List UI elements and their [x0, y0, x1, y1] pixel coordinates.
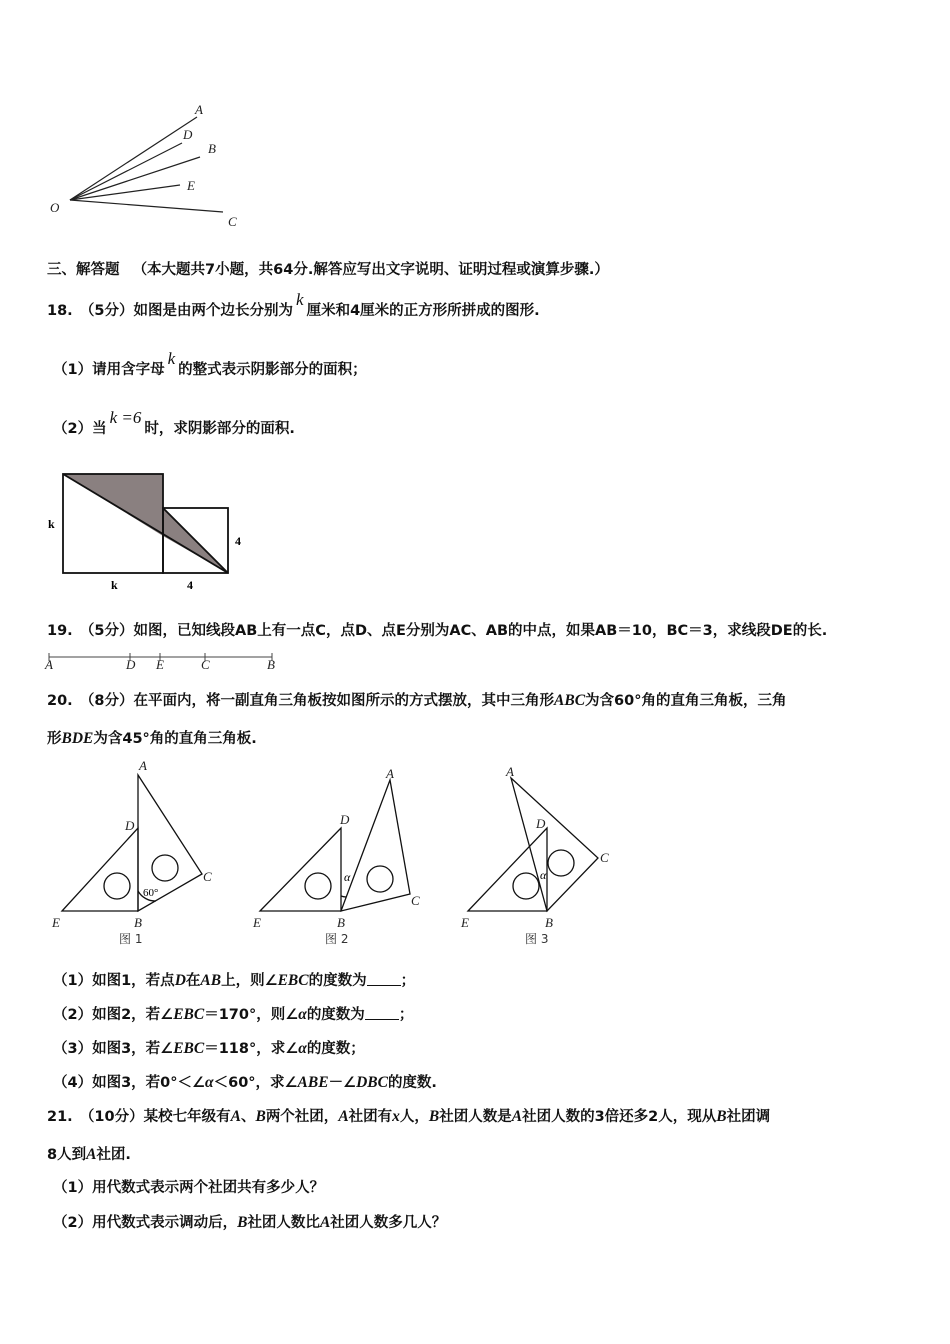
q21-s3: 两个社团， — [265, 1109, 339, 1125]
q18-part1 — [53, 349, 367, 378]
triangle-BDE — [62, 828, 138, 911]
q21-s2: 、 — [240, 1109, 256, 1125]
hole-right — [152, 855, 178, 881]
label-E: E — [187, 178, 195, 193]
ray-OB — [70, 157, 200, 200]
q18-p1-var-k: k — [167, 349, 176, 368]
alpha-arc — [341, 896, 346, 897]
seg-label-B: B — [267, 657, 275, 672]
q21-A4: A — [86, 1146, 97, 1163]
q18-p1-text-b: 的整式表示阴影部分的面积； — [178, 362, 367, 378]
alpha-label: α — [344, 870, 351, 884]
answer-blank-2[interactable] — [365, 1007, 399, 1020]
q20-part2 — [53, 1007, 413, 1023]
fig3-label-B: B — [545, 915, 553, 930]
triangle-BDE — [260, 828, 341, 911]
fig3-label-E: E — [461, 915, 469, 930]
label-B: B — [208, 141, 216, 156]
q18-p2-equation: k =6 — [109, 408, 142, 427]
ray-OE — [70, 185, 180, 200]
q21-B2: B — [428, 1108, 440, 1125]
q18-var-k: k — [296, 290, 304, 309]
label-D: D — [183, 127, 193, 142]
q21-A3: A — [511, 1108, 523, 1125]
q18-p1-text-a: （1）请用含字母 — [53, 362, 165, 378]
q20-p2-a: （2）如图2，若∠ — [53, 1007, 174, 1023]
q20-p2-b: ＝170°，则∠ — [204, 1007, 299, 1023]
q21-l2a: 8人到 — [47, 1147, 87, 1163]
q20-figure-3 — [455, 758, 655, 948]
q21-B3: B — [716, 1108, 727, 1125]
ray-OA — [70, 117, 197, 200]
q20-part3 — [53, 1041, 365, 1057]
q21-s1: 21. （10分）某校七年级有 — [47, 1109, 231, 1125]
q21-stem-line1 — [47, 1109, 770, 1125]
q18-part2 — [53, 408, 295, 437]
label-4-bottom: 4 — [187, 578, 193, 592]
q21-p2-a: （2）用代数式表示调动后， — [53, 1215, 238, 1231]
q20-figure-2 — [250, 758, 450, 948]
seg-label-D: D — [126, 657, 136, 672]
q20-p3-EBC: EBC — [173, 1040, 205, 1057]
ray-OC — [70, 200, 223, 212]
label-A: A — [195, 102, 203, 117]
fig1-caption: 图 1 — [119, 932, 143, 946]
q20-p4-d: 的度数. — [387, 1075, 437, 1091]
q20-p2-EBC: EBC — [173, 1006, 205, 1023]
q20-part1 — [53, 973, 415, 989]
q18-stem — [47, 290, 540, 319]
q21-p2-A: A — [319, 1214, 331, 1231]
q20-var-abc: ABC — [554, 692, 586, 709]
fig1-label-C: C — [203, 869, 212, 884]
hole-left — [104, 873, 130, 899]
q20-p1-e: 的度数为 — [308, 973, 367, 989]
q18-stem-part1: 18. （5分）如图是由两个边长分别为 — [47, 303, 294, 319]
q20-figure-1 — [45, 758, 245, 948]
fig2-label-A: A — [386, 766, 394, 781]
fig1-label-E: E — [52, 915, 60, 930]
label-4-side: 4 — [235, 534, 241, 548]
fig1-label-B: B — [134, 915, 142, 930]
q21-s8: 社团调 — [726, 1109, 771, 1125]
hole-right — [548, 850, 574, 876]
fig2-label-C: C — [411, 893, 420, 908]
q21-x: x — [392, 1108, 400, 1125]
q20-stem-line1 — [47, 693, 786, 709]
q20-p3-alpha: α — [298, 1040, 307, 1057]
q20-stem-c: 形 — [47, 731, 62, 747]
q20-p4-ABE: ABE — [297, 1074, 329, 1091]
q20-p3-c: 的度数； — [306, 1041, 365, 1057]
q21-s4: 社团有 — [348, 1109, 393, 1125]
q20-p4-c: －∠ — [328, 1075, 357, 1091]
q20-p1-f: ； — [400, 973, 416, 989]
seg-label-E: E — [156, 657, 164, 672]
fig3-caption: 图 3 — [525, 932, 549, 946]
q20-p2-d: ； — [398, 1007, 414, 1023]
q20-stem-line2 — [47, 731, 257, 747]
q21-part2 — [53, 1215, 446, 1231]
q18-stem-part2: 厘米和4厘米的正方形所拼成的图形. — [306, 303, 540, 319]
answer-blank-1[interactable] — [367, 973, 401, 986]
fig2-label-E: E — [253, 915, 261, 930]
q19-stem: 19. （5分）如图，已知线段AB上有一点C，点D、点E分别为AC、AB的中点，如果AB＝10，BC＝3，求线段DE的长. — [47, 623, 828, 639]
ray-OD — [70, 143, 182, 200]
q21-stem-line2 — [47, 1147, 131, 1163]
section-heading — [47, 263, 609, 278]
q21-s6: 社团人数是 — [439, 1109, 512, 1125]
hole-right — [367, 866, 393, 892]
q21-p2-B: B — [237, 1214, 248, 1231]
q20-p3-b: ＝118°，求∠ — [204, 1041, 299, 1057]
section-title: 三、解答题 — [47, 262, 120, 278]
hole-left — [513, 873, 539, 899]
q20-p2-c: 的度数为 — [306, 1007, 365, 1023]
q20-part4 — [53, 1075, 437, 1091]
seg-label-C: C — [201, 657, 210, 672]
q21-A1: A — [230, 1108, 241, 1125]
q21-B1: B — [255, 1108, 266, 1125]
seg-label-A: A — [45, 657, 53, 672]
q20-stem-a: 20. （8分）在平面内，将一副直角三角板按如图所示的方式摆放，其中三角形 — [47, 693, 555, 709]
q18-p2-text-a: （2）当 — [53, 421, 107, 437]
q20-p1-EBC: EBC — [277, 972, 309, 989]
q21-part1: （1）用代数式表示两个社团共有多少人？ — [53, 1180, 325, 1196]
q20-p4-b: ＜60°，求∠ — [213, 1075, 298, 1091]
alpha-label: α — [540, 868, 547, 882]
fig2-caption: 图 2 — [325, 932, 349, 946]
angle-60-label: 60° — [143, 887, 159, 899]
fig3-label-A: A — [506, 764, 514, 779]
q20-p4-DBC: DBC — [356, 1074, 388, 1091]
q20-p1-a: （1）如图1，若点 — [53, 973, 175, 989]
q21-s5: 人， — [399, 1109, 429, 1125]
q20-p1-D: D — [174, 972, 186, 989]
q20-p1-b: 在 — [185, 973, 201, 989]
q20-p4-a: （4）如图3，若0°＜∠ — [53, 1075, 206, 1091]
fig1-label-D: D — [125, 818, 135, 833]
q20-p2-alpha: α — [298, 1006, 307, 1023]
q20-var-bde: BDE — [61, 730, 94, 747]
label-C: C — [228, 214, 237, 229]
q20-stem-b: 为含60°角的直角三角板，三角 — [585, 693, 787, 709]
q21-s7: 社团人数的3倍还多2人，现从 — [522, 1109, 717, 1125]
fig2-label-D: D — [340, 812, 350, 827]
fig1-label-A: A — [139, 758, 147, 773]
triangle-ABC — [511, 778, 598, 911]
q21-l2b: 社团. — [96, 1147, 131, 1163]
q20-p1-c: 上，则∠ — [221, 973, 278, 989]
fig3-label-D: D — [536, 816, 546, 831]
q18-squares-figure — [45, 468, 245, 598]
fig2-label-B: B — [337, 915, 345, 930]
label-O: O — [50, 200, 60, 215]
q21-p2-b: 社团人数比 — [247, 1215, 320, 1231]
q18-p2-text-b: 时，求阴影部分的面积. — [144, 421, 295, 437]
q21-p2-c: 社团人数多几人？ — [330, 1215, 447, 1231]
q21-A2: A — [338, 1108, 349, 1125]
ray-angle-figure — [40, 95, 300, 235]
q19-segment-figure — [44, 652, 284, 672]
label-k-side: k — [48, 517, 55, 531]
label-k-bottom: k — [111, 578, 118, 592]
q20-p3-a: （3）如图3，若∠ — [53, 1041, 174, 1057]
section-note: （本大题共7小题，共64分.解答应写出文字说明、证明过程或演算步骤.） — [132, 262, 609, 278]
hole-left — [305, 873, 331, 899]
q20-p1-AB: AB — [200, 972, 222, 989]
q20-p4-alpha: α — [205, 1074, 214, 1091]
fig3-label-C: C — [600, 850, 609, 865]
q20-stem-d: 为含45°角的直角三角板. — [93, 731, 257, 747]
